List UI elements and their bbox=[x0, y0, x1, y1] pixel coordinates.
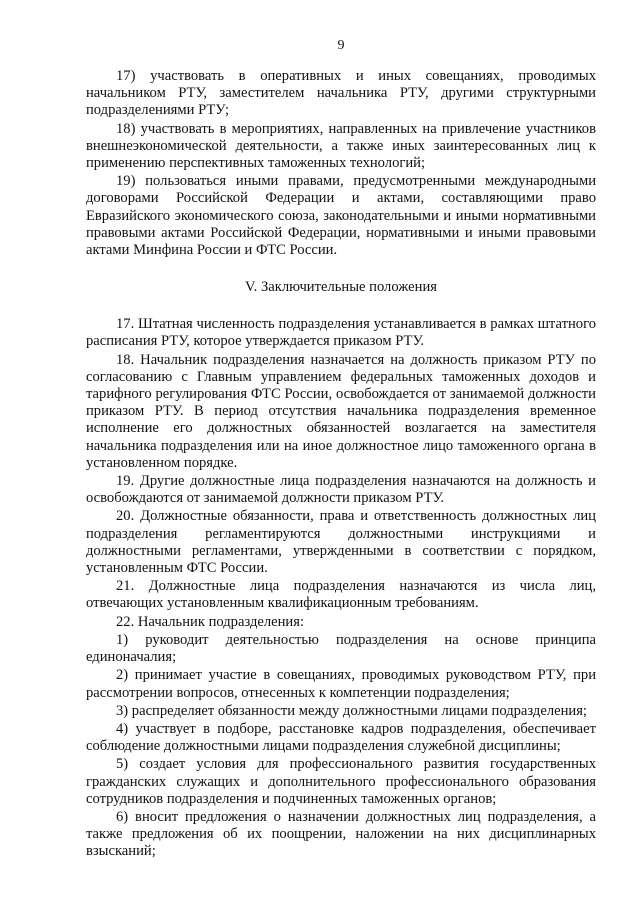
page-number: 9 bbox=[337, 38, 345, 53]
paragraph-22-item-6: 6) вносит предложения о назначении должностных лиц подразделения, а также предложения об их поощрении, наложении на них дисциплинарных взысканий; bbox=[86, 808, 596, 860]
paragraph-22-item-5: 5) создает условия для профессионального развития государственных гражданских служащих и дополнительного профессионального образования сотрудников подразделения и подчиненных таможенных органов; bbox=[86, 756, 596, 807]
paragraph-21: 21. Должностные лица подразделения назначаются из числа лиц, отвечающих установленным квалификационным требованиям. bbox=[86, 578, 596, 612]
paragraph-item-19: 19) пользоваться иными правами, предусмотренными международными договорами Российской Федерации и актами, составляющими право Евразийского экономического союза, законодательными и иными нормативными правовыми актами Российской Федерации, нормативными и иными правовыми актами Минфина России и ФТС России. bbox=[86, 173, 596, 259]
section-title: V. Заключительные положения bbox=[245, 279, 437, 296]
paragraph-18: 18. Начальник подразделения назначается на должность приказом РТУ по согласованию с Главным управлением федеральных таможенных доходов и тарифного регулирования ФТС России, освобождается от занимаемой должности приказом РТУ. В период отсутствия начальника подразделения временное исполнение его должностных обязанностей возлагается на заместителя начальника подразделения или на иное должностное лицо таможенного органа в установленном порядке. bbox=[86, 351, 596, 471]
paragraph-22-item-4: 4) участвует в подборе, расстановке кадров подразделения, обеспечивает соблюдение должностными лицами подразделения служебной дисциплины; bbox=[86, 720, 596, 755]
paragraph-17: 17. Штатная численность подразделения устанавливается в рамках штатного расписания РТУ, которое утверждается приказом РТУ. bbox=[86, 316, 596, 350]
paragraph-22-item-2: 2) принимает участие в совещаниях, проводимых руководством РТУ, при рассмотрении вопросов, отнесенных к компетенции подразделения; bbox=[86, 667, 596, 701]
paragraph-22-item-1: 1) руководит деятельностью подразделения на основе принципа единоначалия; bbox=[86, 631, 596, 666]
paragraph-item-17: 17) участвовать в оперативных и иных совещаниях, проводимых начальником РТУ, заместителем начальника РТУ, другими структурными подразделениями РТУ; bbox=[86, 68, 596, 119]
paragraph-22: 22. Начальник подразделения: bbox=[116, 613, 305, 630]
paragraph-22-item-3: 3) распределяет обязанности между должностными лицами подразделения; bbox=[116, 702, 587, 719]
paragraph-item-18: 18) участвовать в мероприятиях, направленных на привлечение участников внешнеэкономической деятельности, а также иных заинтересованных лиц к применению перспективных таможенных технологий; bbox=[86, 120, 596, 172]
paragraph-20: 20. Должностные обязанности, права и ответственность должностных лиц подразделения регламентируются должностными инструкциями и должностными регламентами, утвержденными в соответствии с порядком, установленным ФТС России. bbox=[86, 508, 596, 577]
paragraph-19: 19. Другие должностные лица подразделения назначаются на должность и освобождаются от занимаемой должности приказом РТУ. bbox=[86, 473, 596, 507]
